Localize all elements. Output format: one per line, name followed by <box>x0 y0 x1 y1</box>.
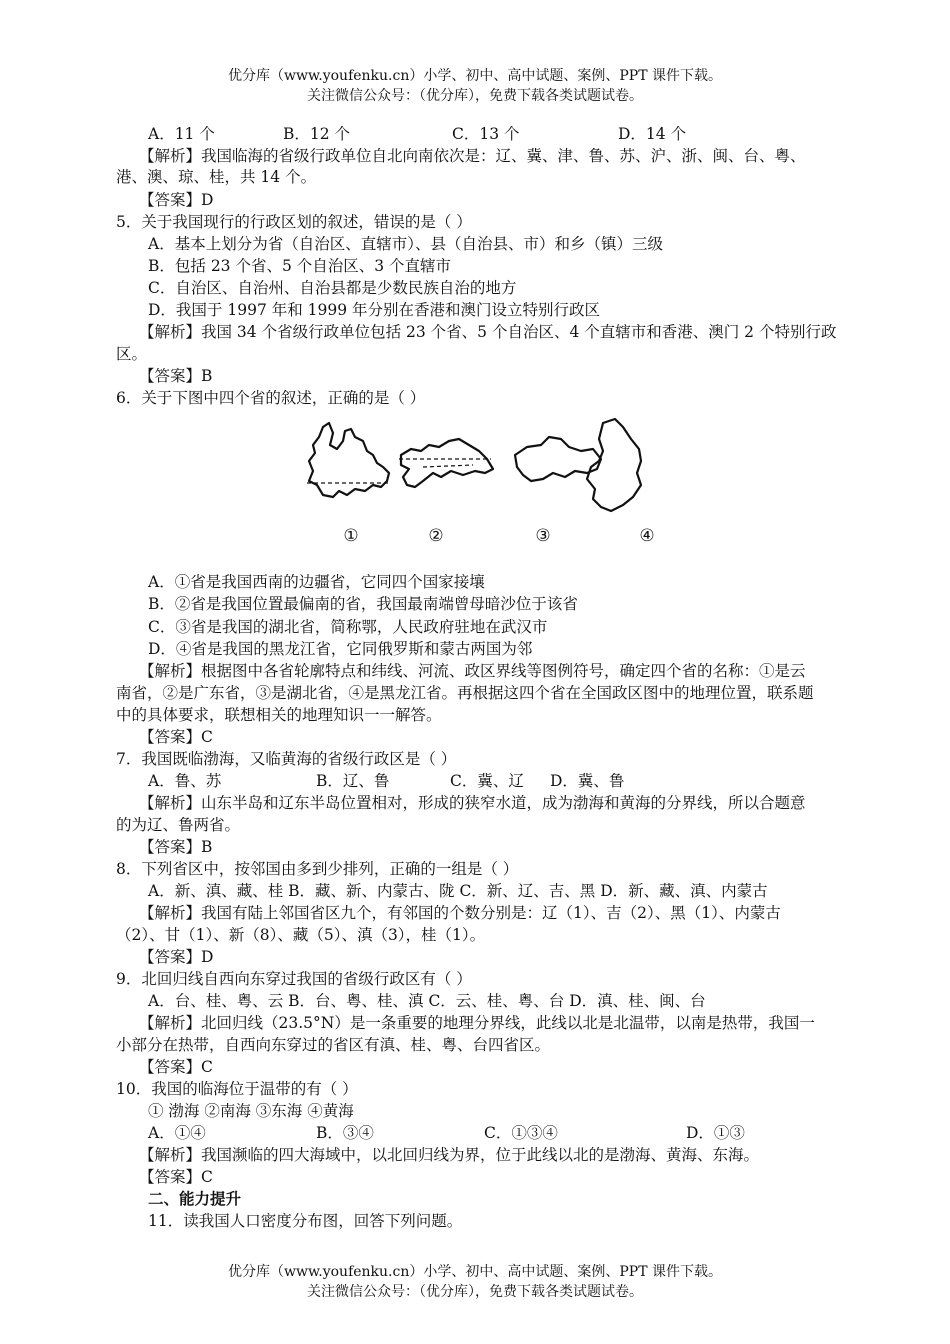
page-footer-line2: 关注微信公众号：（优分库），免费下载各类试题试卷。 <box>307 1284 643 1300</box>
q4-option-c: C．13 个 <box>452 125 520 143</box>
q11-stem: 11．读我国人口密度分布图，回答下列问题。 <box>148 1212 463 1230</box>
page-header-line2: 关注微信公众号：（优分库），免费下载各类试题试卷。 <box>307 88 643 104</box>
q9-options: A．台、桂、粤、云 B．台、粤、桂、滇 C．云、桂、粤、台 D．滇、桂、闽、台 <box>148 992 706 1010</box>
q7-explanation: 【解析】山东半岛和辽东半岛位置相对，形成的狭窄水道，成为渤海和黄海的分界线，所以合题意 <box>139 794 806 812</box>
province-outline-maps <box>303 415 655 550</box>
q8-stem: 8．下列省区中，按邻国由多到少排列，正确的一组是（ ） <box>116 860 519 878</box>
page-footer-line1: 优分库（www.youfenku.cn）小学、初中、高中试题、案例、PPT 课件下载。 <box>227 1264 722 1280</box>
q4-option-d: D．14 个 <box>618 125 687 143</box>
section-title-ability: 二、能力提升 <box>148 1189 242 1208</box>
q8-options: A．新、滇、藏、桂 B．藏、新、内蒙古、陇 C．新、辽、吉、黑 D．新、藏、滇、内蒙古 <box>148 882 768 900</box>
q10-items: ① 渤海 ②南海 ③东海 ④黄海 <box>148 1102 354 1120</box>
q7-option-c: C．冀、辽 <box>450 772 524 790</box>
q6-option-c: C．③省是我国的湖北省，简称鄂，人民政府驻地在武汉市 <box>148 618 548 636</box>
q9-explanation-cont: 小部分在热带，自西向东穿过的省区有滇、桂、粤、台四省区。 <box>116 1036 551 1054</box>
q5-answer: 【答案】B <box>139 367 213 385</box>
q10-option-a: A．①④ <box>148 1124 206 1142</box>
q5-explanation: 【解析】我国 34 个省级行政单位包括 23 个省、5 个自治区、4 个直辖市和香港、澳门 2 个特别行政 <box>139 323 837 341</box>
map-label-2: ② <box>428 526 444 546</box>
q7-option-b: B．辽、鲁 <box>316 772 390 790</box>
q7-stem: 7．我国既临渤海，又临黄海的省级行政区是（ ） <box>116 750 457 768</box>
q7-explanation-cont: 的为辽、鲁两省。 <box>116 816 241 834</box>
map-label-3: ③ <box>535 526 551 546</box>
q6-explanation: 【解析】根据图中各省轮廓特点和纬线、河流、政区界线等图例符号，确定四个省的名称：①是云 <box>139 662 806 680</box>
q5-option-a: A．基本上划分为省（自治区、直辖市）、县（自治县、市）和乡（镇）三级 <box>148 235 663 253</box>
q4-option-a: A．11 个 <box>148 125 215 143</box>
q6-option-d: D．④省是我国的黑龙江省，它同俄罗斯和蒙古两国为邻 <box>148 640 533 658</box>
q8-explanation: 【解析】我国有陆上邻国省区九个，有邻国的个数分别是：辽（1）、吉（2）、黑（1）、内蒙古 <box>139 904 781 922</box>
q9-answer: 【答案】C <box>139 1058 213 1076</box>
q4-answer: 【答案】D <box>139 191 214 209</box>
q6-explanation-cont2: 中的具体要求，联想相关的地理知识一一解答。 <box>116 706 442 724</box>
q4-option-b: B．12 个 <box>283 125 351 143</box>
q10-stem: 10．我国的临海位于温带的有（ ） <box>116 1080 358 1098</box>
q6-option-a: A．①省是我国西南的边疆省，它同四个国家接壤 <box>148 573 485 591</box>
q6-answer: 【答案】C <box>139 728 213 746</box>
q9-stem: 9．北回归线自西向东穿过我国的省级行政区有（ ） <box>116 970 472 988</box>
province-map-guangdong <box>401 439 493 487</box>
q6-option-b: B．②省是我国位置最偏南的省，我国最南端曾母暗沙位于该省 <box>148 595 578 613</box>
page-header-line1: 优分库（www.youfenku.cn）小学、初中、高中试题、案例、PPT 课件下载。 <box>227 68 722 84</box>
province-map-heilongjiang <box>587 419 641 511</box>
q5-option-b: B．包括 23 个省、5 个自治区、3 个直辖市 <box>148 257 452 275</box>
q10-option-b: B．③④ <box>316 1124 374 1142</box>
q6-stem: 6．关于下图中四个省的叙述，正确的是（ ） <box>116 389 426 407</box>
q7-option-a: A．鲁、苏 <box>148 772 222 790</box>
q6-explanation-cont1: 南省，②是广东省，③是湖北省，④是黑龙江省。再根据这四个省在全国政区图中的地理位置，联系题 <box>116 684 814 702</box>
q8-answer: 【答案】D <box>139 948 214 966</box>
province-map-yunnan <box>309 423 389 497</box>
q10-answer: 【答案】C <box>139 1168 213 1186</box>
q10-option-c: C．①③④ <box>484 1124 558 1142</box>
q4-explanation-cont: 港、澳、琼、桂，共 14 个。 <box>116 168 317 186</box>
q8-explanation-cont: （2）、甘（1）、新（8）、藏（5）、滇（3），桂（1）。 <box>116 926 486 944</box>
q5-option-d: D．我国于 1997 年和 1999 年分别在香港和澳门设立特别行政区 <box>148 301 601 319</box>
map-label-1: ① <box>343 526 359 546</box>
q10-option-d: D．①③ <box>686 1124 745 1142</box>
q5-explanation-cont: 区。 <box>116 345 148 363</box>
q4-explanation: 【解析】我国临海的省级行政单位自北向南依次是：辽、冀、津、鲁、苏、沪、浙、闽、台、粤、 <box>139 147 806 165</box>
q9-explanation: 【解析】北回归线（23.5°N）是一条重要的地理分界线，此线以北是北温带，以南是热带，我国一 <box>139 1014 815 1032</box>
q7-option-d: D．冀、鲁 <box>550 772 625 790</box>
q7-answer: 【答案】B <box>139 838 213 856</box>
q5-stem: 5．关于我国现行的行政区划的叙述，错误的是（ ） <box>116 213 472 231</box>
q5-option-c: C．自治区、自治州、自治县都是少数民族自治的地方 <box>148 279 517 297</box>
q10-explanation: 【解析】我国濒临的四大海域中，以北回归线为界，位于此线以北的是渤海、黄海、东海。 <box>139 1146 760 1164</box>
map-label-4: ④ <box>639 526 655 546</box>
